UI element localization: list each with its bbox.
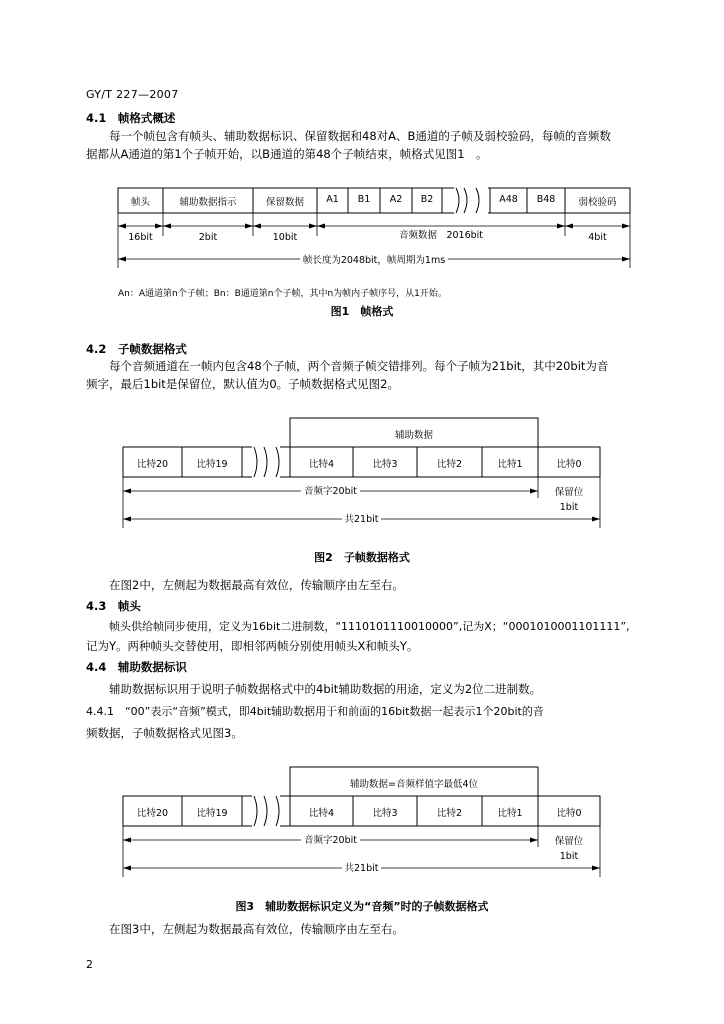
fig2-audio-word-label: 音频字20bit (301, 486, 360, 497)
section-4-4-1-para-line1: 4.4.1 “00”表示“音频”模式，即4bit辅助数据用于和前面的16bit数据一起表示1个20bit的音 (86, 705, 544, 718)
fig3-caption: 图3 辅助数据标识定义为“音频”时的子帧数据格式 (235, 900, 489, 913)
fig3-reserved-bit: 保留位 (554, 836, 584, 847)
fig1-cell-frame-header: 帧头 (130, 197, 150, 208)
page-number: 2 (86, 958, 94, 971)
fig1-cell-a1: A1 (326, 194, 339, 205)
fig3-reserved-bit-count: 1bit (559, 851, 579, 862)
figure-3-break-mark-3 (276, 796, 279, 826)
fig2-bit-4: 比特4 (308, 459, 335, 470)
fig2-audio-word (123, 483, 538, 497)
figure-2-break-mark-1 (254, 447, 257, 477)
fig1-total-length (118, 252, 630, 266)
fig2-bit-2: 比特2 (436, 459, 463, 470)
fig2-caption: 图2 子帧数据格式 (314, 551, 410, 564)
fig1-dim-audio-bits: 音频数据 2016bit (398, 230, 484, 241)
section-4-4-para-line1: 辅助数据标识用于说明子帧数据格式中的4bit辅助数据的用途，定义为2位二进制数。 (109, 682, 542, 696)
fig1-dim-checksum-bits: 4bit (588, 232, 607, 243)
fig1-cell-b2: B2 (420, 194, 434, 205)
fig2-bit-3: 比特3 (372, 459, 398, 470)
fig3-bit-19: 比特19 (196, 808, 228, 819)
figure-1-break-mark-1 (456, 188, 459, 213)
fig2-reserved-bit: 保留位 (554, 487, 584, 498)
section-4-3-para-line2: 记为Y。两种帧头交替使用，即相邻两帧分别使用帧头X和帧头Y。 (86, 639, 419, 653)
section-4-4-1-para-line2: 频数据，子帧数据格式见图3。 (86, 726, 243, 740)
figure-3-break-mark-1 (254, 796, 257, 826)
fig3-total-label: 共21bit (342, 863, 382, 874)
document-id: GY/T 227—2007 (86, 88, 179, 101)
fig1-caption: 图1 帧格式 (330, 305, 394, 318)
fig1-cell-checksum: 弱校验码 (578, 197, 617, 208)
fig3-bit-3: 比特3 (372, 808, 398, 819)
fig3-bit-1: 比特1 (497, 808, 523, 819)
section-4-1-para-line1: 每一个帧包含有帧头、辅助数据标识、保留数据和48对A、B通道的子帧及弱校验码，每帧的音频数 (109, 129, 611, 143)
fig3-bit-4: 比特4 (308, 808, 335, 819)
section-4-3-para-line1: 帧头供给帧同步使用，定义为16bit二进制数，“1110101110010000”,记为X；“0001010001101111”, (109, 620, 630, 633)
fig1-cell-b48: B48 (536, 194, 556, 205)
fig1-cell-reserved: 保留数据 (265, 197, 304, 208)
section-4-1-para-line2: 据都从A通道的第1个子帧开始，以B通道的第48个子帧结束，帧格式见图1 。 (86, 147, 488, 161)
fig1-dim-header-bits: 16bit (128, 232, 153, 243)
fig1-cell-aux-indicator: 辅助数据指示 (179, 197, 237, 208)
para-after-fig3: 在图3中，左侧起为数据最高有效位，传输顺序由左至右。 (109, 922, 404, 936)
fig1-note: An：A通道第n个子帧；Bn：B通道第n个子帧，其中n为帧内子帧序号，从1开始。 (118, 289, 447, 299)
section-4-4-title: 4.4 辅助数据标识 (86, 660, 187, 674)
fig1-cell-a48: A48 (499, 194, 518, 205)
fig3-aux-label: 辅助数据=音频样值字最低4位 (349, 779, 478, 790)
fig2-reserved-bit-count: 1bit (559, 502, 579, 513)
para-after-fig2: 在图2中，左侧起为数据最高有效位，传输顺序由左至右。 (109, 578, 404, 592)
section-4-2-para-line1: 每个音频通道在一帧内包含48个子帧，两个音频子帧交错排列。每个子帧为21bit，其中20bit为音 (109, 359, 609, 373)
section-4-2-para-line2: 频字，最后1bit是保留位，默认值为0。子帧数据格式见图2。 (86, 377, 399, 391)
fig3-audio-word (123, 832, 538, 846)
figure-2-break-mark-3 (276, 447, 279, 477)
section-4-2-title: 4.2 子帧数据格式 (86, 342, 187, 356)
fig3-total (123, 860, 600, 874)
fig3-audio-word-label: 音频字20bit (301, 835, 360, 846)
section-4-3-title: 4.3 帧头 (86, 599, 141, 613)
fig2-total-label: 共21bit (342, 514, 382, 525)
figure-1-break-mark-3 (476, 188, 479, 213)
figure-2-break-mark-2 (264, 447, 267, 477)
fig2-aux-label: 辅助数据 (394, 430, 433, 441)
figure-3-break-mark-2 (264, 796, 267, 826)
figure-1-break-mark-2 (464, 188, 467, 213)
fig2-total (123, 511, 600, 525)
fig2-bit-1: 比特1 (497, 459, 523, 470)
fig3-bit-2: 比特2 (436, 808, 463, 819)
fig1-dim-aux-bits: 2bit (198, 232, 218, 243)
fig1-cell-a2: A2 (389, 194, 403, 205)
fig3-bit-20: 比特20 (136, 808, 169, 819)
section-4-1-title: 4.1 帧格式概述 (86, 111, 176, 125)
fig1-total-label: 帧长度为2048bit，帧周期为1ms (300, 255, 448, 266)
fig2-bit-20: 比特20 (136, 459, 169, 470)
fig1-cell-b1: B1 (357, 194, 371, 205)
fig2-bit-0: 比特0 (556, 459, 582, 470)
fig2-bit-19: 比特19 (196, 459, 228, 470)
fig3-bit-0: 比特0 (556, 808, 582, 819)
fig1-dim-reserved-bits: 10bit (272, 232, 298, 243)
